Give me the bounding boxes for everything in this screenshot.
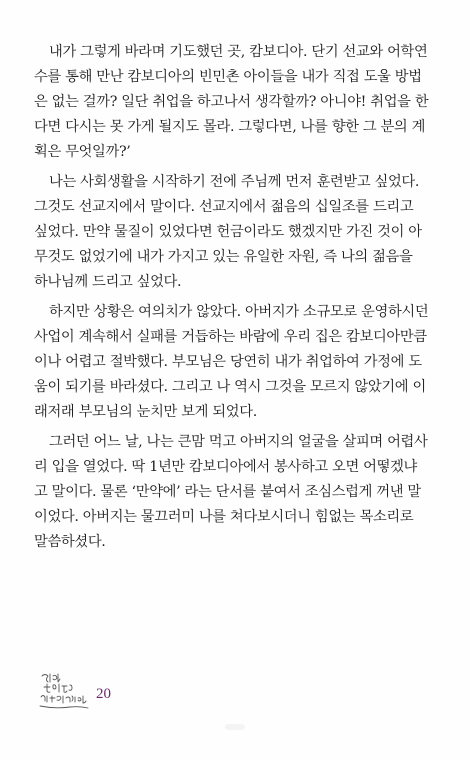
handwritten-book-logo (38, 672, 94, 712)
paragraph-3: 하지만 상황은 여의치가 않았다. 아버지가 소규모로 운영하시던 사업이 계속해서 실패를 거듭하는 바람에 우리 집은 캄보디아만큼 이나 어렵고 절박했다. 부모님은 당연히 내가 취업하여 가정에 도 움이 되기를 바라셨다. 그리고 나 역시 그것을 모르지 않았기에 이 래저래 부모님의 눈치만 보게 되었다. (34, 304, 429, 420)
page-number: 20 (96, 686, 111, 702)
page-footer (38, 672, 198, 712)
paragraph-4: 그러던 어느 날, 나는 큰맘 먹고 아버지의 얼굴을 살피며 어렵사 리 입을 열었다. 딱 1년만 캄보디아에서 봉사하고 오면 어떻겠냐 고 말이다. 물론 ‘만약에’ 라는 단서를 붙여서 조심스럽게 꺼낸 말 이었다. 아버지는 물끄러미 나를 쳐다보시더니 힘없는 목소리로 말씀하셨다. (34, 434, 428, 550)
paragraph-1: 내가 그렇게 바라며 기도했던 곳, 캄보디아. 단기 선교와 어학연 수를 통해 만난 캄보디아의 빈민촌 아이들을 내가 직접 도울 방법 은 없는 걸까? 일단 취업을 하고나서 생각할까? 아니야! 취업을 한 다면 다시는 못 가게 될지도 몰라. 그렇다면, 나를 향한 그 분의 계 획은 무엇일까?’ (34, 44, 429, 160)
scan-mark (225, 724, 245, 730)
body-text (34, 40, 438, 560)
paragraph-2: 나는 사회생활을 시작하기 전에 주님께 먼저 훈련받고 싶었다. 그것도 선교지에서 말이다. 선교지에서 젊음의 십일조를 드리고 싶었다. 만약 물질이 있었다면 헌금이라도 했겠지만 가진 것이 아 무것도 없었기에 내가 가지고 있는 유일한 자원, 즉 나의 젊음을 하나님께 드리고 싶었다. (34, 174, 422, 290)
